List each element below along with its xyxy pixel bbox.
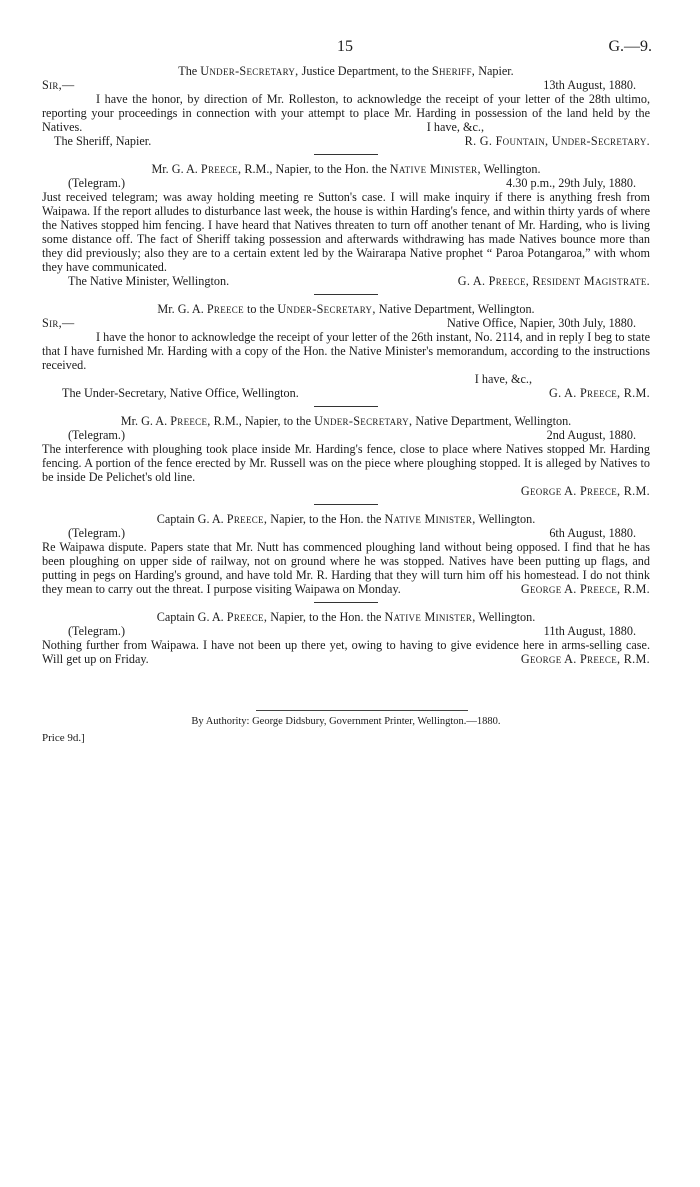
letter-6-title: Captain G. A. Preece, Napier, to the Hon. the Native Minister, Wellington. [156, 610, 536, 624]
footer-rule [256, 710, 468, 711]
letter-body: Re Waipawa dispute. Papers state that Mr. Nutt has commenced ploughing land without being opposed. I find that he has been ploughing on upper side of railway, not on ground where he was stopped. Natives have been putting up flags, and putting in pegs on Harding's ground, and have told Mr. R. Harding that they will turn him off his homestead. I do not think they mean to carry out the threat. I purpose visiting Waipawa on Monday. [42, 540, 650, 596]
signature: George A. Preece, R.M. [520, 582, 650, 596]
letter-date: 6th August, 1880. [549, 526, 636, 540]
letter-1 [42, 64, 650, 148]
signature: R. G. Fountain, Under-Secretary. [464, 134, 650, 148]
letter-date: 4.30 p.m., 29th July, 1880. [506, 176, 636, 190]
page-code: G.—9. [608, 38, 652, 55]
letter-2 [42, 162, 650, 288]
signature: George A. Preece, R.M. [520, 484, 650, 498]
letter-date: 11th August, 1880. [543, 624, 636, 638]
letter-date: Native Office, Napier, 30th July, 1880. [446, 316, 636, 330]
salutation: Sir,— [42, 78, 75, 92]
price: Price 9d.] [42, 732, 85, 744]
telegram-label: (Telegram.) [68, 428, 126, 442]
letter-4 [42, 414, 650, 498]
divider [314, 154, 378, 155]
signature: G. A. Preece, Resident Magistrate. [457, 274, 650, 288]
addressee: The Under-Secretary, Native Office, Wellington. [62, 386, 299, 400]
letter-date: 13th August, 1880. [543, 78, 636, 92]
signature: George A. Preece, R.M. [520, 652, 650, 666]
page-number: 15 [337, 38, 353, 55]
divider [314, 602, 378, 603]
letter-body: I have the honor to acknowledge the receipt of your letter of the 26th instant, No. 2114, and in reply I beg to state that I have furnished Mr. Harding with a copy of the Hon. the Native Minister's memorandum, according to the instructions received. [42, 330, 650, 372]
signature: G. A. Preece, R.M. [549, 386, 650, 400]
closing: I have, &c., [474, 372, 532, 386]
letter-5 [42, 512, 650, 596]
letter-6 [42, 610, 650, 666]
divider [314, 294, 378, 295]
letter-body: I have the honor, by direction of Mr. Rolleston, to acknowledge the receipt of your letter of the 28th ultimo, reporting your proceedings in connection with your attempt to place Mr. Harding in possession of the land held by the Natives. [42, 92, 650, 134]
salutation: Sir,— [42, 316, 75, 330]
divider [314, 504, 378, 505]
page-header [42, 40, 650, 64]
telegram-label: (Telegram.) [68, 624, 126, 638]
letter-4-title: Mr. G. A. Preece, R.M., Napier, to the Under-Secretary, Native Department, Wellington. [120, 414, 572, 428]
letter-2-title: Mr. G. A. Preece, R.M., Napier, to the Hon. the Native Minister, Wellington. [151, 162, 541, 176]
printer-imprint: By Authority: George Didsbury, Government Printer, Wellington.—1880. [191, 716, 501, 727]
closing: I have, &c., [426, 120, 484, 134]
letter-5-title: Captain G. A. Preece, Napier, to the Hon. the Native Minister, Wellington. [156, 512, 536, 526]
telegram-label: (Telegram.) [68, 176, 126, 190]
telegram-label: (Telegram.) [68, 526, 126, 540]
letter-date: 2nd August, 1880. [546, 428, 636, 442]
letter-3-title: Mr. G. A. Preece to the Under-Secretary, Native Department, Wellington. [157, 302, 535, 316]
divider [314, 406, 378, 407]
letter-body: Just received telegram; was away holding meeting re Sutton's case. I will make inquiry if there is anything fresh from Waipawa. If the report alludes to disturbance last week, the house is within Harding's fence, and within thirty yards of where the Natives stopped him fencing. I have heard that Natives threaten to turn off another tenant of Mr. Harding, who is living some distance off. The fact of Sheriff taking possession and afterwards withdrawing has made Natives bounce more than they did previously; also they are to a certain extent led by the Wairarapa Native prophet “ Paroa Potangaroa,” with whom they have communicated. [42, 190, 650, 274]
document-page [42, 40, 650, 745]
addressee: The Native Minister, Wellington. [68, 274, 230, 288]
letter-body: Nothing further from Waipawa. I have not been up there yet, owing to having to give evidence here in arms-selling case. Will get up on Friday. [42, 638, 650, 666]
letter-1-title: The Under-Secretary, Justice Department, to the Sheriff, Napier. [178, 64, 514, 78]
addressee: The Sheriff, Napier. [54, 134, 152, 148]
letter-3 [42, 302, 650, 400]
letter-body: The interference with ploughing took place inside Mr. Harding's fence, close to place where Natives stopped Mr. Harding fencing. A portion of the fence erected by Mr. Russell was on the piece where ploughing stopped. It is alleged by Natives to be inside De Pelichet's old line. [42, 442, 650, 484]
